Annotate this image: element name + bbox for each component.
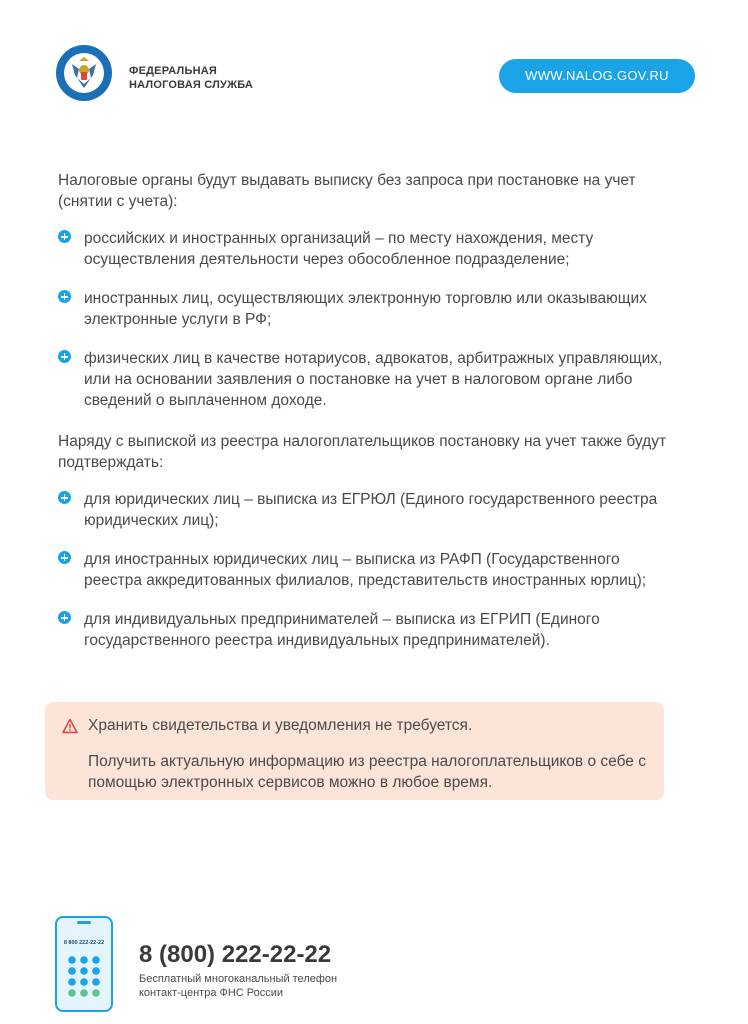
second-paragraph: Наряду с выпиской из реестра налогоплательщиков постановку на учет также будут подтверждать: [58, 433, 667, 471]
hotline-desc-line2: контакт-центра ФНС России [139, 987, 284, 999]
org-name-line1: ФЕДЕРАЛЬНАЯ [129, 65, 217, 77]
plus-bullet-icon [58, 491, 71, 504]
plus-bullet-icon [58, 551, 71, 564]
list-item-text: физических лиц в качестве нотариусов, адвокатов, арбитражных управляющих, или на основании заявления о постановке на учет в налоговом органе либо сведений о выплаченном доходе. [84, 350, 663, 409]
list-item [58, 288, 668, 330]
list-item [58, 348, 668, 411]
confirmation-list [58, 489, 668, 651]
list-item-text: для иностранных юридических лиц – выписка из РАФП (Государственного реестра аккредитованных филиалов, представительств иностранных юрлиц); [84, 551, 647, 589]
hotline-description [139, 972, 399, 1000]
warning-icon [62, 718, 78, 734]
main-content [58, 170, 668, 669]
notice-line1: Хранить свидетельства и уведомления не требуется. [88, 717, 473, 734]
phone-screen-number: 8 800 222-22-22 [63, 940, 105, 946]
org-name-line2: НАЛОГОВАЯ СЛУЖБА [129, 79, 254, 91]
website-link[interactable]: WWW.NALOG.GOV.RU [499, 59, 695, 93]
list-item [58, 609, 668, 651]
list-item-text: российских и иностранных организаций – по месту нахождения, месту осуществления деятельности через обособленное подразделение; [84, 230, 594, 268]
org-name [129, 64, 253, 92]
page-header [55, 44, 695, 104]
hotline-desc-line1: Бесплатный многоканальный телефон [139, 973, 338, 985]
plus-bullet-icon [58, 350, 71, 363]
phone-icon [55, 916, 113, 1012]
list-item [58, 228, 668, 270]
list-item-text: иностранных лиц, осуществляющих электронную торговлю или оказывающих электронные услуги в РФ; [84, 290, 647, 328]
plus-bullet-icon [58, 611, 71, 624]
plus-bullet-icon [58, 230, 71, 243]
list-item [58, 489, 668, 531]
notice-line2: Получить актуальную информацию из реестра налогоплательщиков о себе с помощью электронных сервисов можно в любое время. [88, 753, 646, 791]
fns-emblem-icon [55, 44, 113, 102]
list-item [58, 549, 668, 591]
list-item-text: для индивидуальных предпринимателей – выписка из ЕГРИП (Единого государственного реестра индивидуальных предпринимателей). [84, 611, 600, 649]
contact-footer [55, 916, 455, 1012]
plus-bullet-icon [58, 290, 71, 303]
hotline-number[interactable]: 8 (800) 222-22-22 [139, 941, 332, 968]
intro-paragraph: Налоговые органы будут выдавать выписку без запроса при постановке на учет (снятии с учета): [58, 172, 636, 210]
list-item-text: для юридических лиц – выписка из ЕГРЮЛ (Единого государственного реестра юридических лиц); [84, 491, 658, 529]
notice-box [45, 702, 664, 800]
registration-list [58, 228, 668, 411]
